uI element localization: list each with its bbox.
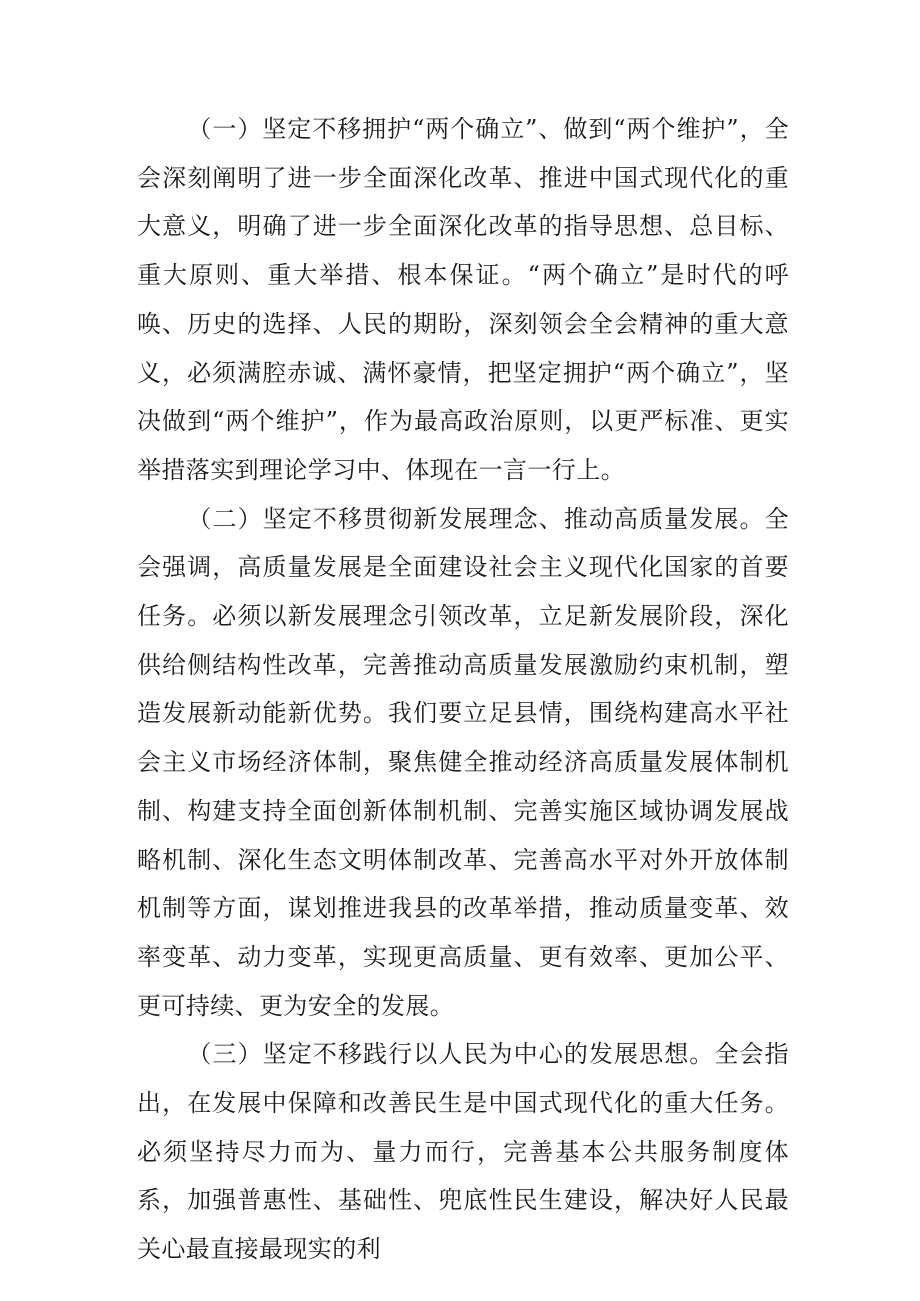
paragraph-1: （一）坚定不移拥护“两个确立”、做到“两个维护”，全会深刻阐明了进一步全面深化改革、推进中国式现代化的重大意义，明确了进一步全面深化改革的指导思想、总目标、重大原则、重大举措、根本保证。“两个确立”是时代的呼唤、历史的选择、人民的期盼，深刻领会全会精神的重大意义，必须满腔赤诚、满怀豪情，把坚定拥护“两个确立”，坚决做到“两个维护”，作为最高政治原则，以更严标准、更实举措落实到理论学习中、体现在一言一行上。 [137,115,789,484]
document-body [137,105,789,1274]
paragraph-3: （三）坚定不移践行以人民为中心的发展思想。全会指出，在发展中保障和改善民生是中国式现代化的重大任务。必须坚持尽力而为、量力而行，完善基本公共服务制度体系，加强普惠性、基础性、兜底性民生建设，解决好人民最关心最直接最现实的利 [137,1040,789,1264]
paragraph-2: （二）坚定不移贯彻新发展理念、推动高质量发展。全会强调，高质量发展是全面建设社会主义现代化国家的首要任务。必须以新发展理念引领改革，立足新发展阶段，深化供给侧结构性改革，完善推动高质量发展激励约束机制，塑造发展新动能新优势。我们要立足县情，围绕构建高水平社会主义市场经济体制，聚焦健全推动经济高质量发展体制机制、构建支持全面创新体制机制、完善实施区域协调发展战略机制、深化生态文明体制改革、完善高水平对外开放体制机制等方面，谋划推进我县的改革举措，推动质量变革、效率变革、动力变革，实现更高质量、更有效率、更加公平、更可持续、更为安全的发展。 [137,504,789,1020]
